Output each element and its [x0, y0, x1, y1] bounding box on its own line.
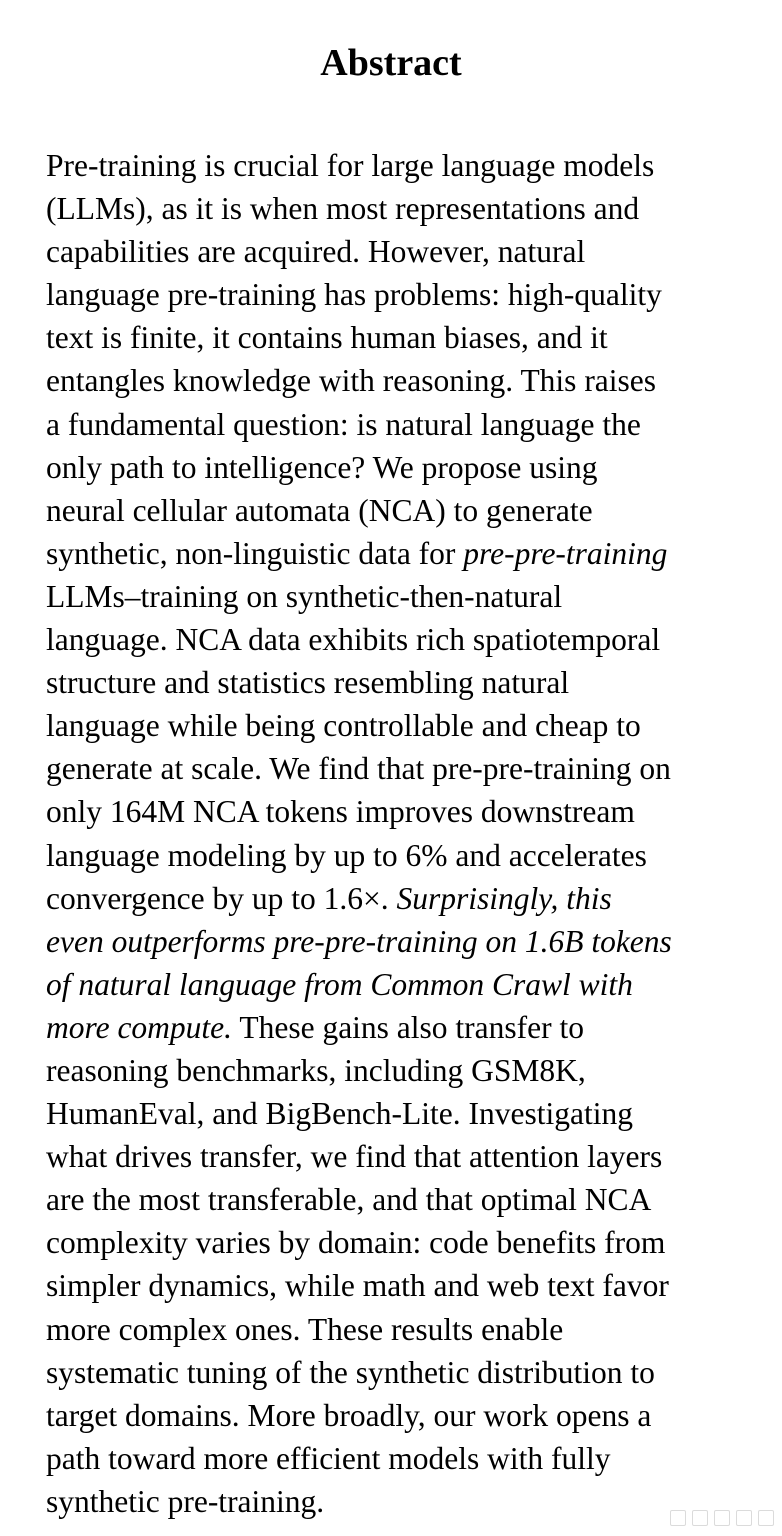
abstract-text: more complex ones. These results enable [46, 1311, 564, 1347]
abstract-line [46, 144, 746, 187]
abstract-line [46, 834, 746, 877]
abstract-line [46, 1394, 746, 1437]
abstract-title: Abstract [320, 42, 462, 84]
abstract-text: synthetic, non-linguistic data for [46, 535, 464, 571]
abstract-body [46, 144, 746, 1523]
abstract-text: are the most transferable, and that optimal NCA [46, 1182, 652, 1218]
abstract-text: reasoning benchmarks, including GSM8K, [46, 1052, 586, 1088]
abstract-line [46, 920, 746, 963]
abstract-italic-text: more compute. [46, 1009, 233, 1045]
watermark-mark-icon [736, 1510, 752, 1526]
abstract-line [46, 1092, 746, 1135]
abstract-italic-text: Surprisingly, this [396, 880, 612, 916]
abstract-text: These gains also transfer to [232, 1009, 584, 1045]
abstract-line [46, 1221, 746, 1264]
abstract-line [46, 1264, 746, 1307]
watermark-mark-icon [692, 1510, 708, 1526]
watermark-mark-icon [758, 1510, 774, 1526]
abstract-line [46, 790, 746, 833]
abstract-line [46, 1049, 746, 1092]
abstract-line [46, 1135, 746, 1178]
abstract-text: LLMs–training on synthetic-then-natural [46, 578, 563, 614]
abstract-line [46, 1308, 746, 1351]
abstract-text: synthetic pre-training. [46, 1483, 325, 1519]
abstract-text: capabilities are acquired. However, natural [46, 234, 586, 270]
abstract-text: systematic tuning of the synthetic distribution to [46, 1354, 655, 1390]
abstract-line [46, 187, 746, 230]
abstract-line [46, 403, 746, 446]
abstract-text: simpler dynamics, while math and web text favor [46, 1268, 669, 1304]
abstract-line [46, 575, 746, 618]
abstract-text: generate at scale. We find that pre-pre-training on [46, 751, 671, 787]
watermark-mark-icon [714, 1510, 730, 1526]
abstract-text: language. NCA data exhibits rich spatiotemporal [46, 622, 661, 658]
abstract-text: convergence by up to 1.6×. [46, 880, 397, 916]
abstract-line [46, 618, 746, 661]
abstract-text: complexity varies by domain: code benefits from [46, 1225, 666, 1261]
abstract-text: target domains. More broadly, our work opens a [46, 1397, 652, 1433]
abstract-text: language modeling by up to 6% and accelerates [46, 837, 647, 873]
abstract-text: only path to intelligence? We propose using [46, 449, 598, 485]
abstract-text: a fundamental question: is natural language the [46, 406, 641, 442]
abstract-text: structure and statistics resembling natural [46, 665, 570, 701]
abstract-line [46, 747, 746, 790]
abstract-line [46, 704, 746, 747]
abstract-line [46, 1178, 746, 1221]
abstract-text: (LLMs), as it is when most representations and [46, 191, 640, 227]
abstract-italic-text: of natural language from Common Crawl with [46, 966, 633, 1002]
abstract-line [46, 1480, 746, 1523]
abstract-text: text is finite, it contains human biases, and it [46, 320, 608, 356]
abstract-italic-text: pre-pre-training [463, 535, 668, 571]
abstract-line [46, 1437, 746, 1480]
watermark [670, 1510, 774, 1526]
abstract-line [46, 1006, 746, 1049]
abstract-text: entangles knowledge with reasoning. This raises [46, 363, 657, 399]
abstract-text: only 164M NCA tokens improves downstream [46, 794, 635, 830]
abstract-line [46, 877, 746, 920]
watermark-mark-icon [670, 1510, 686, 1526]
abstract-text: language while being controllable and cheap to [46, 708, 641, 744]
abstract-line [46, 489, 746, 532]
abstract-text: path toward more efficient models with fully [46, 1440, 611, 1476]
abstract-text: Pre-training is crucial for large language models [46, 148, 655, 183]
abstract-line [46, 532, 746, 575]
abstract-line [46, 661, 746, 704]
abstract-line [46, 963, 746, 1006]
abstract-text: what drives transfer, we find that attention layers [46, 1139, 663, 1175]
abstract-italic-text: even outperforms pre-pre-training on 1.6B tokens [46, 923, 672, 959]
abstract-line [46, 316, 746, 359]
abstract-text: neural cellular automata (NCA) to generate [46, 492, 593, 528]
abstract-text: HumanEval, and BigBench-Lite. Investigating [46, 1096, 633, 1132]
abstract-text: language pre-training has problems: high-quality [46, 277, 662, 313]
abstract-line [46, 446, 746, 489]
abstract-line [46, 273, 746, 316]
abstract-line [46, 1351, 746, 1394]
abstract-line [46, 359, 746, 402]
abstract-line [46, 230, 746, 273]
